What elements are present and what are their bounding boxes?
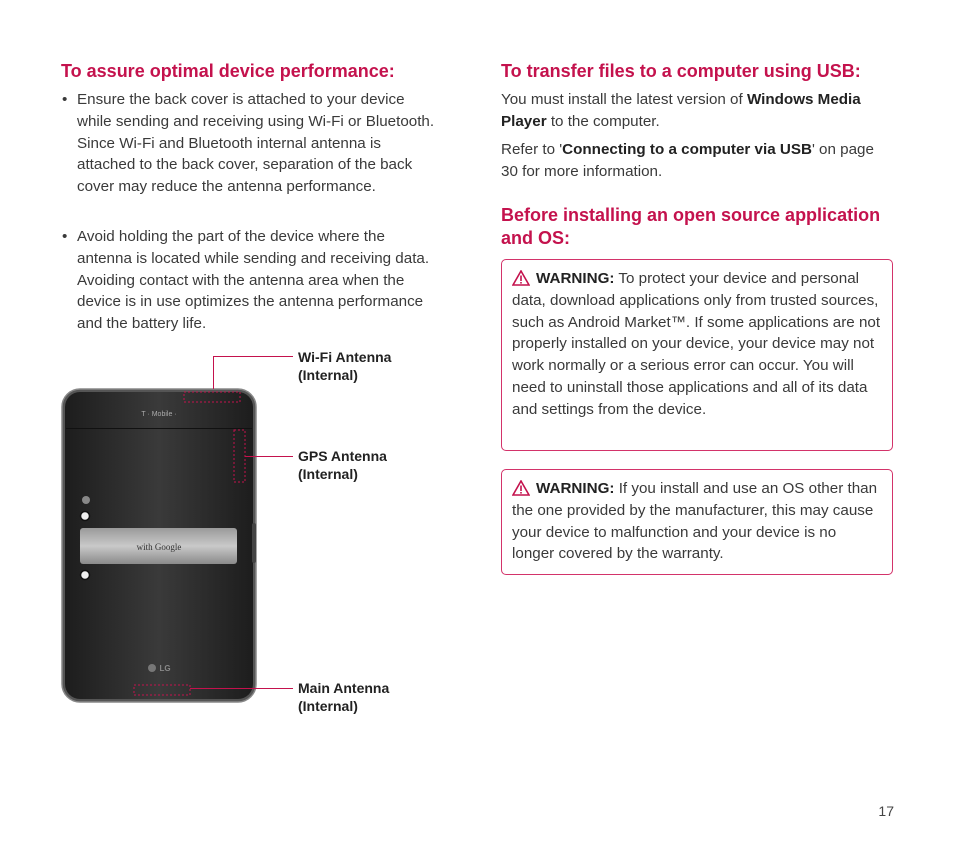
main-leader [190,688,293,689]
warning-text: If you install and use an OS other than the one provided by the manufacturer, this may cause your device to malfunction and your device is no longer covered by the warranty. [512,480,878,563]
gps-leader [245,456,293,457]
bullet-text: Avoid holding the part of the device where the antenna is located while sending and receiving data. Avoiding contact with the antenna area when the device is in use optimizes the antenna performance and the battery life. [77,228,430,333]
bullet-back-cover [62,89,439,198]
warning-triangle-icon [512,270,530,286]
callout-main-antenna [298,679,389,715]
bullet-text: Ensure the back cover is attached to your device while sending and receiving using Wi-Fi or Bluetooth. Since Wi-Fi and Bluetooth internal antenna is attached to the back cover, separation of the back cover may reduce the antenna performance. [77,91,435,196]
callout-line-2: (Internal) [298,466,358,482]
bullet-avoid-holding [62,226,439,335]
usb-paragraph-refer [501,139,893,183]
heading-usb-transfer: To transfer files to a computer using USB: [501,61,861,81]
callout-line-2: (Internal) [298,698,358,714]
text: to the computer. [546,112,660,130]
usb-paragraph-install [501,89,893,133]
callout-line-2: (Internal) [298,367,358,383]
warning-box-trusted-sources [501,259,893,451]
text: ' on page 30 for more information. [501,141,874,180]
connecting-reference-bold: Connecting to a computer via USB [562,141,812,158]
brand-bottom-text: LG [159,664,171,673]
page-number: 17 [878,803,894,819]
callout-line-1: Main Antenna [298,680,390,696]
heading-device-performance: To assure optimal device performance: [61,61,395,81]
wifi-leader-vertical [213,356,214,389]
google-badge-text: with Google [136,542,182,552]
text: You must install the latest version of [501,91,747,108]
callout-gps-antenna [298,447,387,483]
heading-open-source: Before installing an open source application and OS: [501,205,881,248]
warning-text: To protect your device and personal data, download applications only from trusted sources, such as Android Market™. If some applications are not properly installed on your device, your device may not work normally or a serious error can occur. You will need to uninstall those applications and all of its data and settings from the device. [512,270,881,418]
bullet-dot: • [62,91,68,108]
device-back-illustration [61,388,257,703]
callout-line-1: Wi-Fi Antenna [298,349,392,365]
text: Refer to ' [501,141,563,158]
windows-media-player-bold: Windows Media Player [501,91,861,130]
callout-line-1: GPS Antenna [298,448,387,464]
warning-box-other-os [501,469,893,575]
callout-wifi-antenna [298,348,391,384]
wifi-leader-horizontal [213,356,293,357]
warning-triangle-icon [512,480,530,496]
brand-top-text: T · Mobile · [141,411,177,418]
warning-label: WARNING: [536,480,615,497]
warning-label: WARNING: [536,270,615,287]
bullet-dot: • [62,228,68,245]
